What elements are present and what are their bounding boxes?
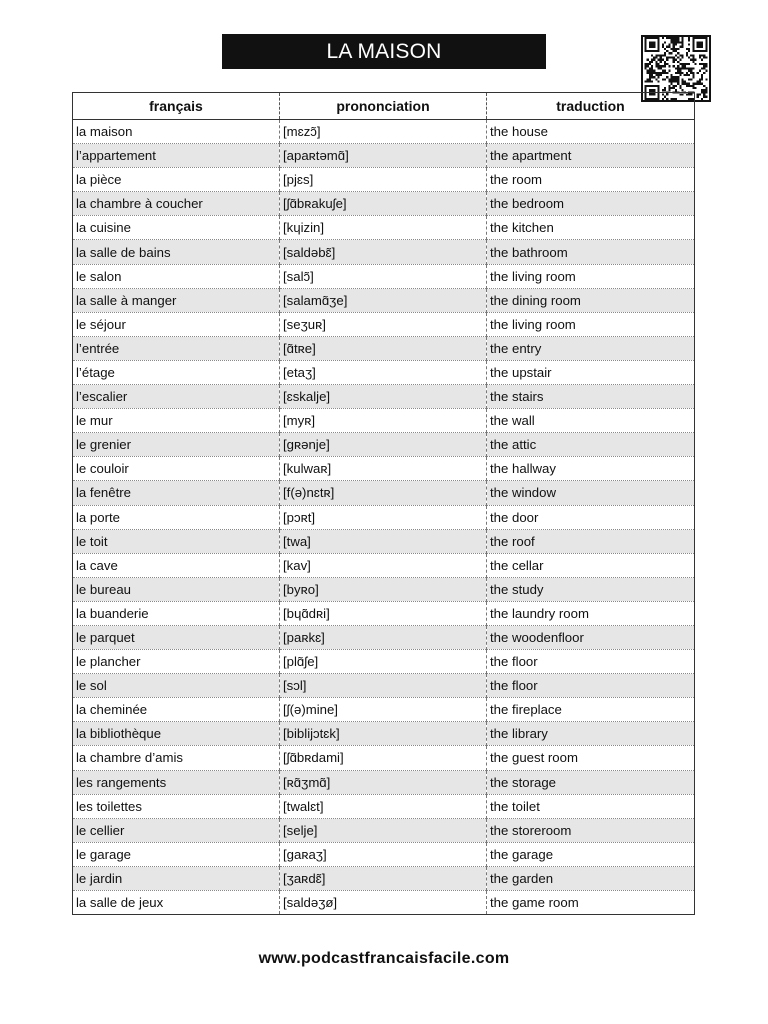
cell-traduction: the living room: [487, 312, 695, 336]
cell-traduction: the room: [487, 168, 695, 192]
table-row: [73, 746, 695, 770]
table-row: [73, 385, 695, 409]
table-row: [73, 288, 695, 312]
cell-prononciation: [saldəʒø]: [280, 891, 487, 915]
cell-prononciation: [myʀ]: [280, 409, 487, 433]
table-row: [73, 336, 695, 360]
cell-prononciation: [biblijɔtɛk]: [280, 722, 487, 746]
cell-prononciation: [f(ə)nɛtʀ]: [280, 481, 487, 505]
cell-francais: le garage: [73, 842, 280, 866]
cell-prononciation: [ʃɑ̃bʀakuʃe]: [280, 192, 487, 216]
vocabulary-table: [72, 92, 695, 915]
cell-prononciation: [kɥizin]: [280, 216, 487, 240]
table-header-row: [73, 93, 695, 120]
cell-prononciation: [salamɑ̃ʒe]: [280, 288, 487, 312]
table-row: [73, 481, 695, 505]
cell-prononciation: [byʀo]: [280, 577, 487, 601]
cell-traduction: the floor: [487, 650, 695, 674]
table-row: [73, 216, 695, 240]
table-row: [73, 601, 695, 625]
table-row: [73, 553, 695, 577]
website-url: www.podcastfrancaisfacile.com: [258, 950, 510, 967]
cell-prononciation: [twalɛt]: [280, 794, 487, 818]
cell-francais: la salle de bains: [73, 240, 280, 264]
cell-francais: le parquet: [73, 625, 280, 649]
cell-prononciation: [kulwaʀ]: [280, 457, 487, 481]
cell-traduction: the study: [487, 577, 695, 601]
cell-traduction: the dining room: [487, 288, 695, 312]
table-row: [73, 192, 695, 216]
table-row: [73, 577, 695, 601]
cell-francais: la pièce: [73, 168, 280, 192]
cell-prononciation: [twa]: [280, 529, 487, 553]
cell-francais: le plancher: [73, 650, 280, 674]
cell-prononciation: [ɑ̃tʀe]: [280, 336, 487, 360]
cell-francais: la salle de jeux: [76, 895, 164, 911]
header-francais: français: [73, 93, 280, 120]
cell-prononciation: [ʀɑ̃ʒmɑ̃]: [280, 770, 487, 794]
cell-traduction: the game room: [487, 891, 695, 915]
cell-traduction: the apartment: [487, 144, 695, 168]
table-row: [73, 674, 695, 698]
page-title-text: LA MAISON: [326, 39, 442, 63]
cell-traduction: the window: [487, 481, 695, 505]
cell-traduction: the woodenfloor: [487, 625, 695, 649]
cell-traduction: the bedroom: [487, 192, 695, 216]
cell-francais: les toilettes: [73, 794, 280, 818]
cell-francais: les rangements: [73, 770, 280, 794]
cell-francais: l’étage: [73, 360, 280, 384]
cell-francais: la chambre d’amis: [73, 746, 280, 770]
table-row: [73, 529, 695, 553]
cell-francais: le cellier: [73, 818, 280, 842]
cell-francais: la cheminée: [73, 698, 280, 722]
header-traduction: traduction: [487, 93, 695, 120]
table-row: [73, 240, 695, 264]
table-row: [73, 409, 695, 433]
table-row: [73, 698, 695, 722]
cell-francais: la maison: [73, 120, 280, 144]
cell-prononciation: [selje]: [280, 818, 487, 842]
cell-prononciation: [sɔl]: [280, 674, 487, 698]
cell-traduction: the living room: [487, 264, 695, 288]
cell-francais: la porte: [73, 505, 280, 529]
cell-traduction: the library: [487, 722, 695, 746]
table-row: [73, 168, 695, 192]
cell-prononciation: [apaʀtəmɑ̃]: [280, 144, 487, 168]
cell-traduction: the upstair: [487, 360, 695, 384]
cell-traduction: the cellar: [487, 553, 695, 577]
cell-prononciation: [gaʀaʒ]: [280, 842, 487, 866]
table-row: [73, 264, 695, 288]
cell-prononciation: [bɥɑ̃dʀi]: [280, 601, 487, 625]
cell-traduction: the garden: [487, 866, 695, 890]
cell-prononciation: [saldəbɛ̃]: [280, 240, 487, 264]
website-footer: [0, 950, 768, 968]
table-row: [73, 891, 695, 915]
cell-francais: le toit: [73, 529, 280, 553]
cell-prononciation: [pɔʀt]: [280, 505, 487, 529]
table-row: [73, 120, 695, 144]
table-row: [73, 770, 695, 794]
cell-traduction: the entry: [487, 336, 695, 360]
cell-francais: la chambre à coucher: [73, 192, 280, 216]
cell-prononciation: [pjɛs]: [280, 168, 487, 192]
cell-prononciation: [paʀkɛ]: [280, 625, 487, 649]
cell-traduction: the kitchen: [487, 216, 695, 240]
cell-traduction: the fireplace: [487, 698, 695, 722]
cell-francais: le couloir: [73, 457, 280, 481]
cell-francais: le grenier: [73, 433, 280, 457]
cell-francais: la cave: [73, 553, 280, 577]
cell-francais: le bureau: [73, 577, 280, 601]
cell-traduction: the garage: [487, 842, 695, 866]
table-body: [73, 120, 695, 915]
cell-francais: le jardin: [73, 866, 280, 890]
cell-francais: la buanderie: [73, 601, 280, 625]
cell-traduction: the floor: [487, 674, 695, 698]
table-row: [73, 625, 695, 649]
table-row: [73, 866, 695, 890]
cell-prononciation: [kav]: [280, 553, 487, 577]
table-row: [73, 842, 695, 866]
cell-traduction: the house: [487, 120, 695, 144]
cell-francais: la bibliothèque: [73, 722, 280, 746]
cell-traduction: the wall: [487, 409, 695, 433]
cell-francais: le séjour: [73, 312, 280, 336]
table-row: [73, 144, 695, 168]
cell-traduction: the storeroom: [487, 818, 695, 842]
table-row: [73, 722, 695, 746]
cell-prononciation: [ʃ(ə)mine]: [280, 698, 487, 722]
cell-prononciation: [plɑ̃ʃe]: [280, 650, 487, 674]
cell-traduction: the bathroom: [487, 240, 695, 264]
cell-francais: la cuisine: [73, 216, 280, 240]
cell-prononciation: [ɛskalje]: [280, 385, 487, 409]
cell-prononciation: [mɛzɔ̃]: [280, 120, 487, 144]
cell-francais: la salle à manger: [73, 288, 280, 312]
table-row: [73, 312, 695, 336]
cell-traduction: the stairs: [487, 385, 695, 409]
cell-prononciation: [gʀənje]: [280, 433, 487, 457]
cell-traduction: the storage: [487, 770, 695, 794]
cell-traduction: the toilet: [487, 794, 695, 818]
table-row: [73, 818, 695, 842]
table-row: [73, 360, 695, 384]
cell-prononciation: [seʒuʀ]: [280, 312, 487, 336]
page-title: [222, 34, 546, 69]
cell-prononciation: [ʒaʀdɛ̃]: [280, 866, 487, 890]
cell-traduction: the door: [487, 505, 695, 529]
cell-francais: la fenêtre: [73, 481, 280, 505]
cell-prononciation: [salɔ̃]: [280, 264, 487, 288]
cell-traduction: the laundry room: [487, 601, 695, 625]
header-prononciation: prononciation: [280, 93, 487, 120]
cell-francais: l’entrée: [73, 336, 280, 360]
cell-traduction: the attic: [487, 433, 695, 457]
cell-traduction: the roof: [487, 529, 695, 553]
table-row: [73, 794, 695, 818]
table-row: [73, 457, 695, 481]
cell-francais: l’appartement: [73, 144, 280, 168]
cell-francais: l’escalier: [73, 385, 280, 409]
qr-code-graphic: [643, 37, 709, 100]
cell-francais: le salon: [73, 264, 280, 288]
cell-traduction: the guest room: [487, 746, 695, 770]
cell-prononciation: [ʃɑ̃bʀdami]: [280, 746, 487, 770]
table-row: [73, 650, 695, 674]
cell-prononciation: [etaʒ]: [280, 360, 487, 384]
cell-francais: le sol: [73, 674, 280, 698]
table-row: [73, 433, 695, 457]
cell-traduction: the hallway: [487, 457, 695, 481]
cell-francais: le mur: [73, 409, 280, 433]
table-row: [73, 505, 695, 529]
